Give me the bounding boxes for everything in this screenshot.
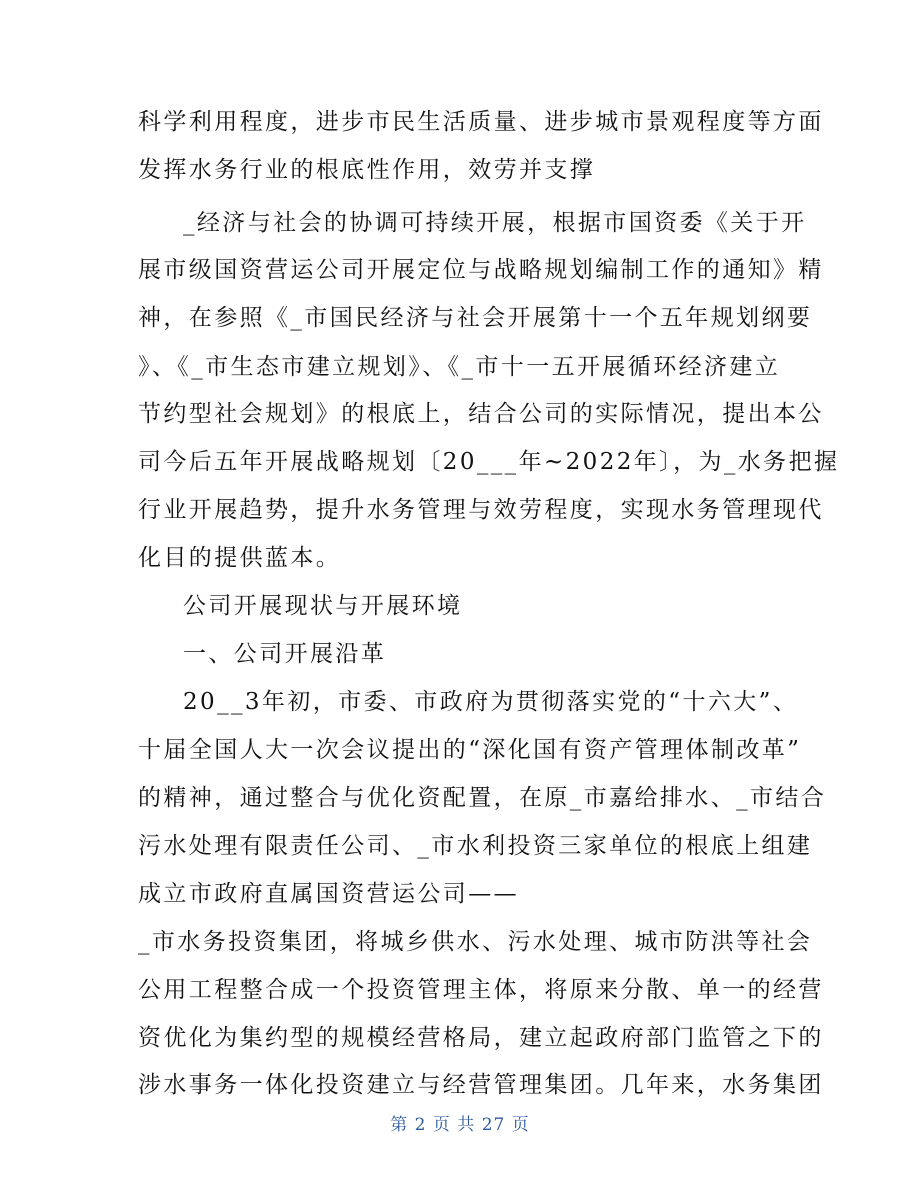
text-line-3: _经济与社会的协调可持续开展，根据市国资委《关于开 <box>183 210 807 236</box>
subsection-heading: 一、公司开展沿革 <box>183 641 387 667</box>
text-line-7: 节约型社会规划》的根底上，结合公司的实际情况，提出本公 <box>138 401 824 427</box>
text-line-8: 司今后五年开展战略规划〔20___年~2022年〕，为_水务把握 <box>138 449 840 475</box>
text-line-20: 资优化为集约型的规模经营格局，建立起政府部门监管之下的 <box>138 1025 824 1051</box>
text-line-21: 涉水事务一体化投资建立与经营管理集团。几年来，水务集团 <box>138 1072 824 1098</box>
text-line-1: 科学利用程度，进步市民生活质量、进步城市景观程度等方面 <box>138 109 824 135</box>
text-line-5: 神，在参照《_市国民经济与社会开展第十一个五年规划纲要 <box>138 305 813 331</box>
text-line-18: _市水务投资集团，将城乡供水、污水处理、城市防洪等社会 <box>138 929 813 955</box>
text-line-6: 》、《_市生态市建立规划》、《_市十一五开展循环经济建立 <box>138 354 781 380</box>
text-line-14: 十届全国人大一次会议提出的“深化国有资产管理体制改革” <box>138 737 802 763</box>
text-line-15: 的精神，通过整合与优化资配置，在原_市嘉给排水、_市结合 <box>138 785 827 811</box>
text-line-17: 成立市政府直属国资营运公司—— <box>138 881 519 907</box>
page-number-text: 第 2 页 共 27 页 <box>390 1115 530 1135</box>
text-line-16: 污水处理有限责任公司、_市水利投资三家单位的根底上组建 <box>138 833 813 859</box>
page-number-footer <box>0 1110 920 1135</box>
text-line-2: 发挥水务行业的根底性作用，效劳并支撑 <box>138 157 596 183</box>
text-line-19: 公用工程整合成一个投资管理主体，将原来分散、单一的经营 <box>138 977 824 1003</box>
section-heading: 公司开展现状与开展环境 <box>183 593 463 619</box>
text-line-9: 行业开展趋势，提升水务管理与效劳程度，实现水务管理现代 <box>138 497 824 523</box>
text-line-10: 化目的提供蓝本。 <box>138 545 342 571</box>
text-line-13: 20__3年初，市委、市政府为贯彻落实党的“十六大”、 <box>183 689 799 715</box>
text-line-4: 展市级国资营运公司开展定位与战略规划编制工作的通知》精 <box>138 257 824 283</box>
